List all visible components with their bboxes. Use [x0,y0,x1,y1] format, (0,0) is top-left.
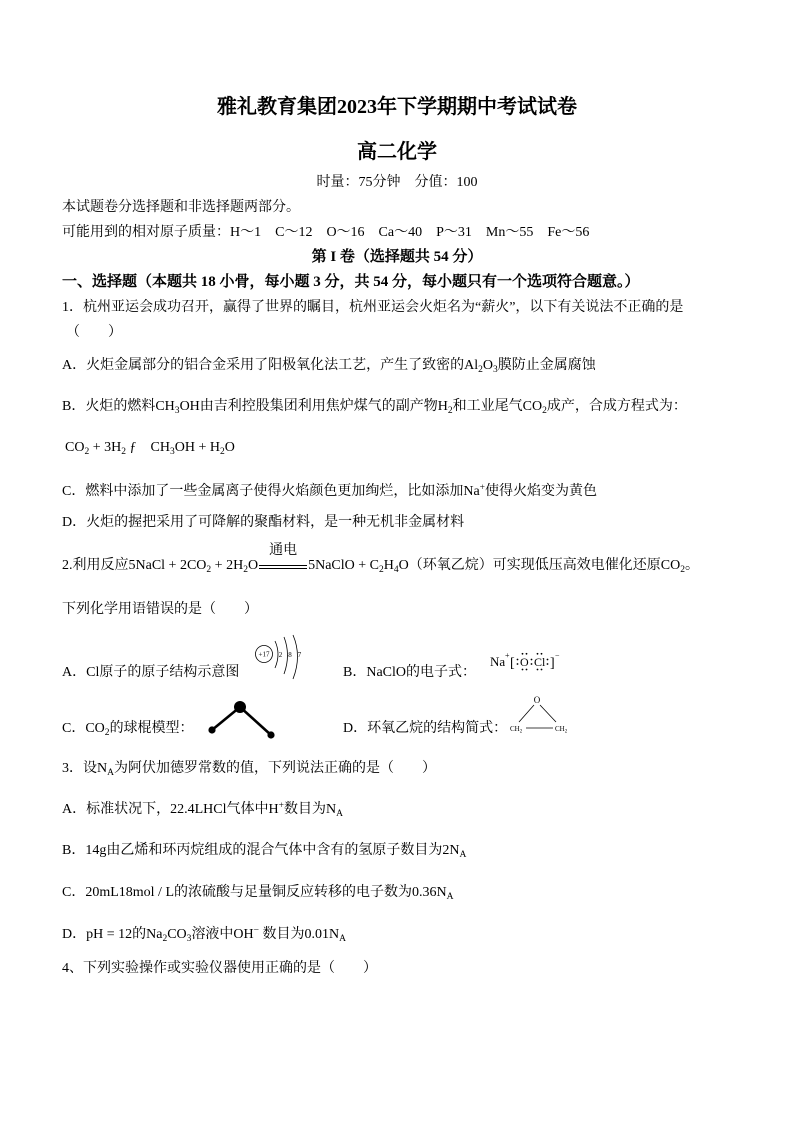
electron-shell-arc [284,637,288,674]
question-1-option-a [62,357,596,375]
subscript: 3 [169,447,175,458]
exam-title: 雅礼教育集团2023年下学期期中考试试卷 [217,96,577,118]
electron-shell-arc [275,641,278,668]
cation-charge: + [505,651,510,660]
question-3-option-c [62,884,453,902]
text-run: OH由吉利控股集团利用焦炉煤气的副产物H [179,399,448,414]
subscript: A [446,892,454,903]
bond-line [540,705,556,722]
open-bracket: [ [510,656,515,671]
anion-charge: − [555,651,560,660]
question-1-option-c [62,483,597,501]
question-1-answer-blank: （ ） [66,325,122,340]
electron-dot [517,663,519,665]
superscript: + [479,483,486,494]
text-run: 5NaClO + C [308,558,379,573]
electrolysis-arrow [258,543,308,575]
subscript: 2 [447,406,453,417]
question-2-reaction-line [62,543,699,576]
bond-line [519,705,534,722]
cl-atomic-structure-diagram [252,632,312,682]
electron-dot [526,653,528,655]
subscript: 2 [84,447,90,458]
methylene-group-label [510,725,523,735]
text-run: ƒ CH [126,440,170,455]
electron-dot [526,669,528,671]
electron-dot [517,659,519,661]
text-run: A．标准状况下，22.4LHCl气体中H [62,802,279,817]
group-subscript: 2 [519,729,523,735]
subscript: 2 [542,406,547,417]
electron-dot [547,663,549,665]
text-run: 数目为N [284,802,337,817]
subscript: A [459,850,467,861]
text-run: D．pH = 12的Na [62,927,163,942]
bond-stick [240,707,271,735]
question-2-stem: 下列化学用语错误的是（ ） [62,602,258,617]
reaction-right-side [308,558,699,576]
subscript: 2 [104,728,110,739]
ring-oxygen-label: O [533,695,541,705]
text-run: CO [65,440,85,455]
shell-electron-count: 2 [278,651,283,659]
text-run: 使得火焰变为黄色 [485,484,598,499]
group-subscript: 2 [564,729,568,735]
question-3-option-d [62,926,346,944]
subscript: 2 [121,447,126,458]
text-run: A．火炬金属部分的铝合金采用了阳极氧化法工艺，产生了致密的Al [62,358,479,373]
subscript: 2 [478,365,483,376]
text-run: + 3H [89,440,122,455]
question-4-stem: 4、下列实验操作或实验仪器使用正确的是（ ） [62,961,377,976]
question-1-stem: 1．杭州亚运会成功召开，赢得了世界的瞩目，杭州亚运会火炬名为“薪火”，以下有关说法不正确的是 [62,300,684,315]
subscript: 3 [174,406,180,417]
subscript: 2 [162,934,168,945]
atomic-masses: 可能用到的相对原子质量：H～1 C～12 O～16 Ca～40 P～31 Mn～55 Fe～56 [62,225,590,240]
intro-text: 本试题卷分选择题和非选择题两部分。 [62,200,300,215]
text-run: 的球棍模型： [109,721,194,736]
text-run: 膜防止金属腐蚀 [497,358,596,373]
section-title: 第 I 卷（选择题共 54 分） [311,249,483,265]
shell-electron-count: 7 [297,651,302,659]
naclo-electron-formula [488,649,568,675]
subscript: 2 [243,565,248,576]
methylene-group-label [555,725,568,735]
central-atom-ball [234,701,246,713]
text-run: O [224,440,235,455]
text-run: 数目为0.01N [259,927,340,942]
co2-ball-and-stick-model [204,699,278,741]
question-2-option-c [62,720,194,738]
question-2-option-b: B．NaClO的电子式： [343,665,476,680]
subscript: 2 [219,447,225,458]
text-run: OH + H [174,440,220,455]
electron-dot [537,669,539,671]
subscript: 3 [186,934,192,945]
question-1-option-d: D．火炬的握把采用了可降解的聚酯材料，是一种无机非金属材料 [62,515,465,530]
text-run: O [482,358,493,373]
subscript: 2 [206,565,212,576]
group-base: CH [510,725,520,733]
question-3-option-a [62,801,343,819]
text-run: H [383,558,394,573]
subscript: 4 [393,565,399,576]
reaction-condition: 通电 [269,543,298,558]
text-run: + 2H [211,558,244,573]
question-1-option-b [62,398,687,416]
subscript: 3 [493,365,498,376]
oxygen-atom-symbol: O [520,655,529,669]
group-base: CH [555,725,565,733]
synthesis-equation [65,439,235,457]
text-run: 为阿伏加德罗常数的值，下列说法正确的是（ ） [114,761,436,776]
question-2-option-d: D．环氧乙烷的结构简式： [343,721,508,736]
double-line-arrow [259,565,307,569]
electron-dot [547,659,549,661]
text-run: 。 [684,558,699,573]
text-run: B．14g由乙烯和环丙烷组成的混合气体中含有的氢原子数目为2N [62,843,460,858]
subscript: A [339,934,347,945]
close-bracket: ] [550,656,555,671]
nuclear-charge-label: +17 [258,650,270,659]
subscript: A [336,809,343,820]
text-run: 2.利用反应5NaCl + 2CO [62,558,207,573]
subscript: 2 [378,565,384,576]
text-run: O [247,558,259,573]
question-3-stem [62,760,436,778]
electron-dot [537,653,539,655]
section-instructions: 一、选择题（本题共 18 小骨，每小题 3 分，共 54 分，每小题只有一个选项符合题意。） [62,274,640,290]
text-run: 和工业尾气CO [452,399,543,414]
text-run: 成产，合成方程式为： [546,399,687,414]
text-run: 3．设N [62,761,108,776]
terminal-atom-ball [267,731,274,738]
subscript: 2 [680,565,685,576]
text-run: C．燃料中添加了一些金属离子使得火焰颜色更加绚烂，比如添加Na [62,484,480,499]
question-3-option-b [62,842,466,860]
superscript: − [253,926,260,937]
text-run: C．CO [62,721,105,736]
shell-electron-count: 8 [288,651,292,659]
electron-dot [522,653,524,655]
text-run: B．火炬的燃料CH [62,399,175,414]
cation-symbol: Na [490,654,506,669]
electron-dot [531,663,533,665]
superscript: + [278,801,284,812]
subscript: A [107,768,114,779]
subject-title: 高二化学 [357,141,437,163]
text-run: 溶液中OH [191,927,254,942]
text-run: CO [167,927,187,942]
electron-dot [522,669,524,671]
question-2-option-a: A．Cl原子的原子结构示意图 [62,665,240,680]
terminal-atom-ball [208,726,215,733]
reaction-left-side [62,558,259,576]
chlorine-atom-symbol: Cl [534,655,546,669]
ethylene-oxide-structure [508,691,572,735]
text-run: O（环氧乙烷）可实现低压高效电催化还原CO [398,558,681,573]
electron-dot [541,669,543,671]
electron-dot [531,659,533,661]
electron-dot [541,653,543,655]
text-run: C．20mL18mol / L的浓硫酸与足量铜反应转移的电子数为0.36N [62,885,447,900]
exam-meta: 时量：75分钟 分值：100 [316,175,478,190]
